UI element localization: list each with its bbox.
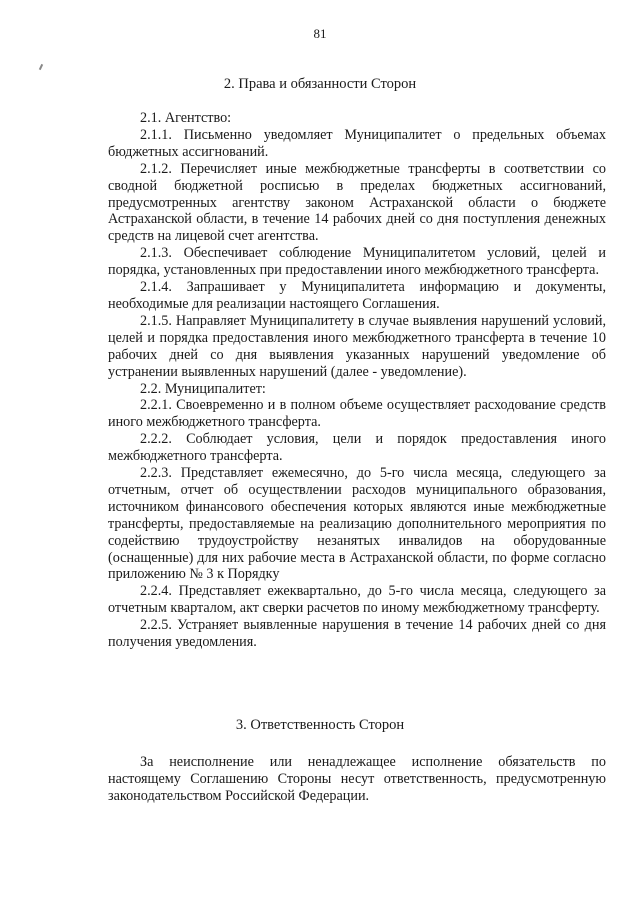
paragraph-2-1: 2.1. Агентство: — [140, 110, 232, 126]
paragraph-2-1-5: 2.1.5. Направляет Муниципалитету в случае выявления нарушений условий, целей и порядка предоставления иного межбюджетного трансферта в течение 10 рабочих дней со дня выявления указанных нарушений уведомление об устранении выявленных нарушений (далее - уведомление). — [108, 312, 606, 380]
paragraph-2-2-5: 2.2.5. Устраняет выявленные нарушения в течение 14 рабочих дней со дня получения уведомления. — [108, 617, 606, 651]
paragraph-3-1: За неисполнение или ненадлежащее исполнение обязательств по настоящему Соглашению Стороны несут ответственность, предусмотренную законодательством Российской Федерации. — [108, 754, 606, 804]
scan-mark — [39, 64, 43, 70]
paragraph-2-1-2: 2.1.2. Перечисляет иные межбюджетные трансферты в соответствии со сводной бюджетной росписью в пределах бюджетных ассигнований, предусмотренных агентству законом Астраханской области о бюджете Астраханской области, в течение 14 рабочих дней со дня поступления денежных средств на лицевой счет агентства. — [108, 160, 606, 245]
paragraph-2-2-3: 2.2.3. Представляет ежемесячно, до 5-го числа месяца, следующего за отчетным, отчет об осуществлении расходов муниципального образования, источником финансового обеспечения которых являются иные межбюджетные трансферты, предоставляемые на реализацию дополнительного мероприятия по содействию трудоустройству незанятых инвалидов на оборудованные (оснащенные) для них рабочие места в Астраханской области, по форме согласно приложению № 3 к Порядку — [108, 465, 606, 583]
page-number: 81 — [313, 26, 327, 41]
paragraph-2-2-1: 2.2.1. Своевременно и в полном объеме осуществляет расходование средств иного межбюджетного трансферта. — [108, 397, 606, 431]
paragraph-2-2-4: 2.2.4. Представляет ежеквартально, до 5-го числа месяца, следующего за отчетным кварталом, акт сверки расчетов по иному межбюджетному трансферту. — [108, 583, 606, 617]
section-3-title: 3. Ответственность Сторон — [235, 717, 405, 733]
section-2-title: 2. Права и обязанности Сторон — [223, 76, 417, 92]
paragraph-2-1-4: 2.1.4. Запрашивает у Муниципалитета информацию и документы, необходимые для реализации настоящего Соглашения. — [108, 279, 606, 312]
paragraph-2-2-2: 2.2.2. Соблюдает условия, цели и порядок предоставления иного межбюджетного трансферта. — [108, 431, 606, 465]
section-2-body — [108, 110, 606, 651]
paragraph-2-1-1: 2.1.1. Письменно уведомляет Муниципалитет о предельных объемах бюджетных ассигнований. — [108, 126, 606, 160]
section-3-body — [108, 754, 606, 805]
paragraph-2-1-3: 2.1.3. Обеспечивает соблюдение Муниципалитетом условий, целей и порядка, установленных при предоставлении иного межбюджетного трансферта. — [108, 245, 606, 279]
paragraph-2-2: 2.2. Муниципалитет: — [140, 380, 266, 397]
